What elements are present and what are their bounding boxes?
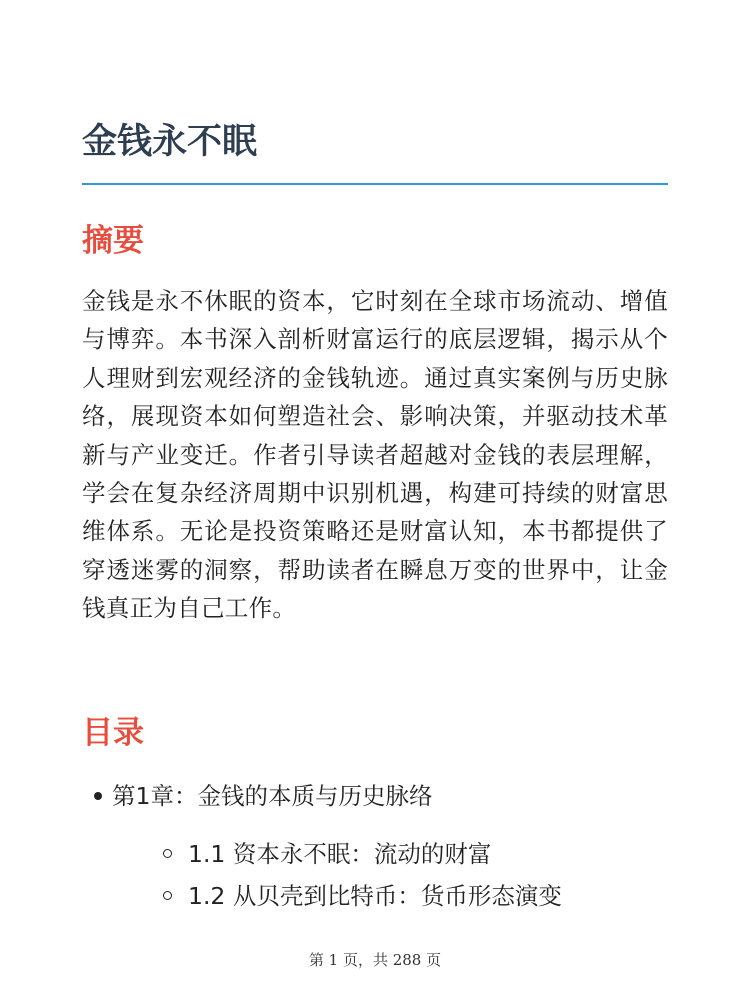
toc-section-1-1-label: 1.1 资本永不眠：流动的财富 <box>188 840 492 868</box>
circle-bullet-icon <box>163 849 172 858</box>
summary-paragraph: 金钱是永不休眠的资本，它时刻在全球市场流动、增值与博弈。本书深入剖析财富运行的底层逻辑，揭示从个人理财到宏观经济的金钱轨迹。通过真实案例与历史脉络，展现资本如何塑造社会、影响决策，并驱动技术革新与产业变迁。作者引导读者超越对金钱的表层理解，学会在复杂经济周期中识别机遇，构建可持续的财富思维体系。无论是投资策略还是财富认知，本书都提供了穿透迷雾的洞察，帮助读者在瞬息万变的世界中，让金钱真正为自己工作。 <box>82 287 668 623</box>
book-title: 金钱永不眠 <box>82 122 258 162</box>
title-divider <box>82 183 668 185</box>
toc-heading: 目录 <box>82 715 144 751</box>
circle-bullet-icon <box>163 891 172 900</box>
toc-section-1-1[interactable] <box>188 834 491 874</box>
disc-bullet-icon <box>94 792 102 800</box>
page-number-footer: 第 1 页，共 288 页 <box>308 951 442 969</box>
toc-section-1-2[interactable] <box>188 876 562 916</box>
toc-chapter-1[interactable] <box>112 776 432 816</box>
toc-chapter-1-label: 第1章：金钱的本质与历史脉络 <box>112 782 433 810</box>
summary-heading: 摘要 <box>82 223 144 259</box>
toc-section-1-2-label: 1.2 从贝壳到比特币：货币形态演变 <box>188 882 562 910</box>
